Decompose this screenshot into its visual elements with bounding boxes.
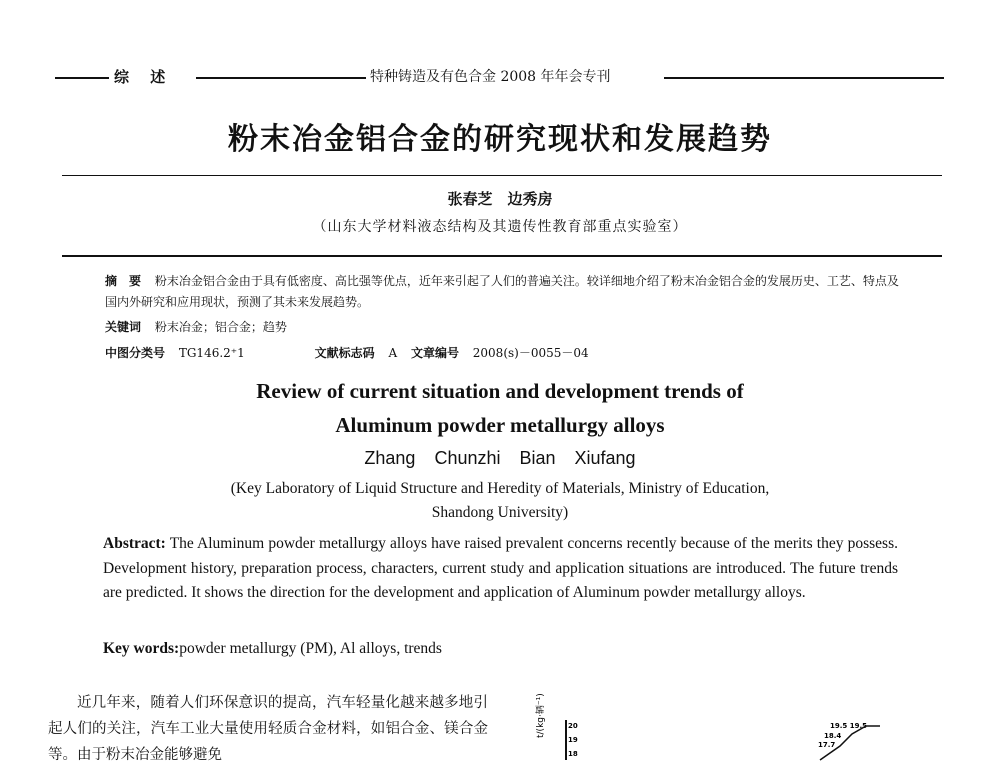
keywords-cn-text: 粉末冶金；铝合金；趋势 [154, 320, 287, 334]
figure-fragment [536, 690, 940, 760]
title-rule-top [62, 175, 942, 176]
authors-en: Zhang Chunzhi Bian Xiufang [364, 448, 636, 468]
keywords-cn [105, 317, 905, 338]
journal-name: 特种铸造及有色合金 2008 年年会专刊 [370, 69, 611, 85]
header-rule-mid [196, 77, 366, 79]
abstract-en-label: Abstract: [103, 535, 166, 552]
doc-code-label: 文献标志码 [314, 346, 375, 360]
doc-code-value: A [388, 346, 398, 360]
figure-point-label-3: 17.7 [818, 741, 836, 749]
page-title: 粉末冶金铝合金的研究现状和发展趋势 [228, 122, 772, 157]
abstract-en-text: The Aluminum powder metallurgy alloys have raised prevalent concerns recently because of the merits they possess. Development history, preparation process, characters, current study and application situations are introduced. The future trends are predicted. It shows the direction for the development and application of Aluminum powder metallurgy alloys. [103, 535, 898, 601]
affiliation-en-line2: Shandong University) [431, 504, 569, 521]
clc-value: TG146.2⁺1 [178, 346, 245, 360]
article-no-label: 文章编号 [410, 346, 459, 360]
title-rule-bottom [62, 255, 942, 257]
figure-tick-18: 18 [568, 750, 578, 758]
abstract-cn-text: 粉末冶金铝合金由于具有低密度、高比强等优点，近年来引起了人们的普遍关注。较详细地介绍了粉末冶金铝合金的发展历史、工艺、特点及国内外研究和应用现状，预测了其未来发展趋势。 [105, 274, 899, 309]
keywords-cn-label: 关键词 [105, 320, 142, 334]
figure-svg [536, 690, 940, 760]
keywords-en-text: powder metallurgy (PM), Al alloys, trends [179, 640, 442, 657]
figure-point-label-1: 19.5 19.5 [830, 722, 867, 730]
section-label: 综 述 [114, 68, 174, 86]
figure-ylabel: t/(kg·辆⁻¹) [536, 693, 546, 738]
header-rule-right [664, 77, 944, 79]
body-paragraph: 近几年来，随着人们环保意识的提高，汽车轻量化越来越多地引起人们的关注，汽车工业大量使用轻质合金材料，如铝合金、镁合金等。由于粉末冶金能够避免 [48, 695, 488, 763]
classification-line [105, 343, 905, 364]
keywords-en-label: Key words: [103, 640, 180, 657]
abstract-cn [105, 271, 905, 313]
english-title-line1: Review of current situation and development trends of [256, 379, 744, 403]
affiliation-cn: （山东大学材料液态结构及其遗传性教育部重点实验室） [312, 219, 688, 235]
authors-cn: 张春芝 边秀房 [447, 190, 553, 208]
header-rule-left [55, 77, 109, 79]
keywords-en [103, 640, 442, 658]
figure-tick-19: 19 [568, 736, 578, 744]
english-title-line2: Aluminum powder metallurgy alloys [335, 413, 665, 437]
figure-point-label-2: 18.4 [824, 732, 842, 740]
abstract-cn-label: 摘 要 [105, 274, 142, 288]
clc-label: 中图分类号 [105, 346, 166, 360]
article-no-value: 2008(s)－0055－04 [472, 346, 589, 360]
abstract-en [103, 532, 898, 606]
figure-tick-20: 20 [568, 722, 578, 730]
affiliation-en-line1: (Key Laboratory of Liquid Structure and Heredity of Materials, Ministry of Education, [230, 480, 770, 497]
